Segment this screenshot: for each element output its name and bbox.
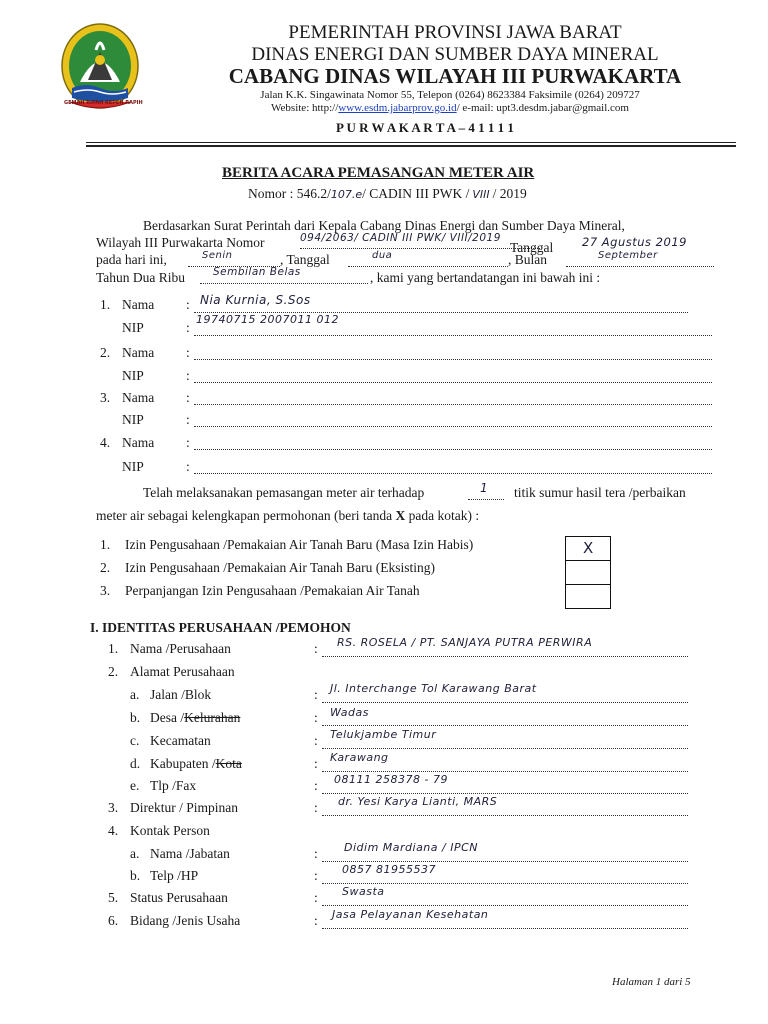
- signer-4-nip-colon: :: [186, 459, 190, 474]
- para2-x-mark: X: [395, 508, 406, 523]
- identity-row-8-dots: [322, 815, 688, 816]
- identity-row-7-num: e.: [130, 778, 140, 793]
- intro-tahun-label: Tahun Dua Ribu: [96, 270, 186, 285]
- identity-row-3-value: Jl. Interchange Tol Karawang Barat: [330, 682, 537, 695]
- para2-count-hand: 1: [480, 481, 489, 495]
- logo-motto: GEMAH RIPAH REPEH RAPIH: [64, 100, 143, 106]
- signer-1-nama-label: Nama: [122, 297, 155, 312]
- identity-row-4-value: Wadas: [330, 706, 369, 719]
- identity-row-3-label: Jalan /Blok: [150, 687, 212, 702]
- signer-3-nama-label: Nama: [122, 390, 155, 405]
- desa-label: Desa /: [150, 710, 185, 725]
- signer-3-nip-colon: :: [186, 412, 190, 427]
- identity-row-13-label: Bidang /Jenis Usaha: [130, 913, 241, 928]
- letterhead-rule-2: [86, 145, 736, 147]
- identity-row-4-colon: :: [314, 710, 318, 725]
- intro-tgl-label: , Tanggal: [280, 252, 330, 267]
- intro-tahun-hand: Sembilan Belas: [213, 266, 301, 278]
- letterhead-line1: PEMERINTAH PROVINSI JAWA BARAT: [288, 22, 622, 43]
- identity-row-5-num: c.: [130, 733, 140, 748]
- identity-row-7-label: Tlp /Fax: [150, 778, 197, 793]
- signer-3-num: 3.: [100, 390, 111, 405]
- option-3-checkbox[interactable]: [565, 584, 611, 609]
- intro-nomor-hand: 094/2063/ CADIN III PWK/ VIII/2019: [300, 232, 501, 244]
- identity-row-3-num: a.: [130, 687, 140, 702]
- identity-row-2-num: 2.: [108, 664, 119, 679]
- intro-closing: , kami yang bertandatangan ini bawah ini :: [370, 270, 601, 285]
- identity-row-7-colon: :: [314, 778, 318, 793]
- signer-4-nama-label: Nama: [122, 435, 155, 450]
- option-2-num: 2.: [100, 560, 111, 575]
- signer-3-nama-dots: [194, 404, 712, 405]
- identity-row-8-num: 3.: [108, 800, 119, 815]
- signer-1-nip: 19740715 2007011 012: [196, 313, 339, 326]
- page-footer: Halaman 1 dari 5: [612, 976, 691, 988]
- option-1-checkbox[interactable]: [565, 536, 611, 561]
- signer-1-nama: Nia Kurnia, S.Sos: [200, 293, 311, 307]
- para2-line1-b: titik sumur hasil tera /perbaikan: [514, 485, 686, 500]
- identity-row-8-label: Direktur / Pimpinan: [130, 800, 238, 815]
- intro-tgl-dots: [348, 266, 508, 267]
- email-text: / e-mail: upt3.desdm.jabar@gmail.com: [456, 102, 629, 114]
- identity-row-4-label: [150, 710, 240, 726]
- identity-row-11-value: 0857 81955537: [342, 863, 436, 876]
- document-title: BERITA ACARA PEMASANGAN METER AIR: [222, 165, 535, 181]
- signer-4-nama-dots: [194, 449, 712, 450]
- option-3-label: Perpanjangan Izin Pengusahaan /Pemakaian Air Tanah: [125, 583, 420, 598]
- nomor-hand2: VIII: [472, 188, 490, 201]
- identity-row-8-colon: :: [314, 800, 318, 815]
- option-2-label: Izin Pengusahaan /Pemakaian Air Tanah Baru (Eksisting): [125, 560, 435, 575]
- intro-line1: Berdasarkan Surat Perintah dari Kepala Cabang Dinas Energi dan Sumber Daya Mineral,: [143, 218, 625, 233]
- kota-strike: Kota: [215, 756, 242, 771]
- intro-bulan-hand: September: [598, 250, 658, 261]
- intro-hari-label: pada hari ini,: [96, 252, 167, 267]
- identity-row-1-dots: [322, 656, 688, 657]
- identity-row-6-label: [150, 756, 242, 772]
- option-1-label: Izin Pengusahaan /Pemakaian Air Tanah Baru (Masa Izin Habis): [125, 537, 474, 552]
- identity-row-12-dots: [322, 905, 688, 906]
- identity-row-4-num: b.: [130, 710, 141, 725]
- identity-row-8-value: dr. Yesi Karya Lianti, MARS: [338, 795, 498, 808]
- para2-line1-a: Telah melaksanakan pemasangan meter air terhadap: [143, 485, 425, 500]
- intro-tanggal-hand: 27 Agustus 2019: [582, 235, 687, 249]
- intro-wilayah-label: Wilayah III Purwakarta Nomor: [96, 235, 265, 250]
- document-number: [248, 186, 527, 202]
- option-1-num: 1.: [100, 537, 111, 552]
- letterhead-line3: CABANG DINAS WILAYAH III PURWAKARTA: [228, 64, 682, 88]
- para2-line2-a: meter air sebagai kelengkapan permohonan (beri tanda: [96, 508, 396, 523]
- identity-row-13-num: 6.: [108, 913, 119, 928]
- intro-tanggal-label: Tanggal: [510, 240, 554, 255]
- identity-row-1-colon: :: [314, 641, 318, 656]
- option-2-checkbox[interactable]: [565, 560, 611, 585]
- signer-1-num: 1.: [100, 297, 111, 312]
- identity-row-6-colon: :: [314, 756, 318, 771]
- identity-row-7-value: 08111 258378 - 79: [334, 773, 448, 786]
- identity-row-10-value: Didim Mardiana / IPCN: [344, 841, 479, 854]
- identity-row-1-label: Nama /Perusahaan: [130, 641, 231, 656]
- signer-1-nip-label: NIP: [122, 320, 144, 335]
- signer-2-nama-label: Nama: [122, 345, 155, 360]
- signer-1-nip-dots: [194, 335, 712, 336]
- identity-row-5-value: Telukjambe Timur: [330, 728, 437, 741]
- identity-row-13-colon: :: [314, 913, 318, 928]
- identity-row-12-value: Swasta: [342, 885, 385, 898]
- letterhead-website: [190, 102, 710, 114]
- identity-row-12-num: 5.: [108, 890, 119, 905]
- identity-row-10-num: a.: [130, 846, 140, 861]
- intro-bulan-label: , Bulan: [508, 252, 547, 267]
- identity-row-13-dots: [322, 928, 688, 929]
- identity-row-1-value: RS. ROSELA / PT. SANJAYA PUTRA PERWIRA: [337, 636, 593, 649]
- letterhead-line2: DINAS ENERGI DAN SUMBER DAYA MINERAL: [251, 44, 659, 65]
- identity-row-11-label: Telp /HP: [150, 868, 199, 883]
- website-link[interactable]: www.esdm.jabarprov.go.id: [338, 102, 457, 114]
- nomor-prefix: Nomor : 546.2/: [248, 186, 331, 201]
- intro-tahun-dots: [200, 283, 368, 284]
- signer-4-colon: :: [186, 435, 190, 450]
- identity-row-13-value: Jasa Pelayanan Kesehatan: [332, 908, 489, 921]
- identity-row-10-dots: [322, 861, 688, 862]
- signer-1-nip-colon: :: [186, 320, 190, 335]
- signer-4-nip-label: NIP: [122, 459, 144, 474]
- nomor-suffix: / 2019: [492, 186, 527, 201]
- website-label: Website: http://: [271, 102, 339, 114]
- signer-2-nip-dots: [194, 382, 712, 383]
- signer-2-num: 2.: [100, 345, 111, 360]
- identity-row-11-colon: :: [314, 868, 318, 883]
- identity-row-6-dots: [322, 771, 688, 772]
- option-1-mark: X: [583, 539, 594, 557]
- kabupaten-label: Kabupaten /: [150, 756, 216, 771]
- signer-3-colon: :: [186, 390, 190, 405]
- signer-2-nip-label: NIP: [122, 368, 144, 383]
- signer-2-nip-colon: :: [186, 368, 190, 383]
- signer-4-num: 4.: [100, 435, 111, 450]
- letterhead-rule: [86, 142, 736, 143]
- identity-row-12-colon: :: [314, 890, 318, 905]
- identity-row-9-num: 4.: [108, 823, 119, 838]
- signer-2-colon: :: [186, 345, 190, 360]
- option-3-num: 3.: [100, 583, 111, 598]
- identity-row-12-label: Status Perusahaan: [130, 890, 228, 905]
- identity-row-9-label: Kontak Person: [130, 823, 210, 838]
- intro-tgl-hand: dua: [372, 250, 393, 261]
- intro-nomor-dots: [300, 248, 540, 249]
- identity-row-2-label: Alamat Perusahaan: [130, 664, 235, 679]
- identity-row-4-dots: [322, 725, 688, 726]
- identity-row-6-value: Karawang: [330, 751, 389, 764]
- signer-2-nama-dots: [194, 359, 712, 360]
- intro-hari-hand: Senin: [202, 250, 233, 261]
- kelurahan-strike: Kelurahan: [184, 710, 241, 725]
- identity-row-1-num: 1.: [108, 641, 119, 656]
- para2-line2-b: pada kotak) :: [405, 508, 480, 523]
- identity-row-3-dots: [322, 702, 688, 703]
- nomor-mid: / CADIN III PWK /: [362, 186, 470, 201]
- para2-count-dots: [468, 499, 504, 500]
- identity-row-10-colon: :: [314, 846, 318, 861]
- letterhead-city: P U R W A K A R T A – 4 1 1 1 1: [336, 120, 514, 135]
- identity-row-5-dots: [322, 748, 688, 749]
- identity-row-10-label: Nama /Jabatan: [150, 846, 230, 861]
- section1-heading: I. IDENTITAS PERUSAHAAN /PEMOHON: [90, 620, 351, 635]
- letterhead-address: Jalan K.K. Singawinata Nomor 55, Telepon (0264) 8623384 Faksimile (0264) 209727: [260, 89, 640, 101]
- para2-line2: [96, 508, 479, 524]
- signer-3-nip-label: NIP: [122, 412, 144, 427]
- identity-row-5-colon: :: [314, 733, 318, 748]
- signer-4-nip-dots: [194, 473, 712, 474]
- identity-row-5-label: Kecamatan: [150, 733, 211, 748]
- identity-row-11-num: b.: [130, 868, 141, 883]
- identity-row-6-num: d.: [130, 756, 141, 771]
- intro-bulan-dots: [566, 266, 714, 267]
- signer-1-colon: :: [186, 297, 190, 312]
- nomor-hand1: 107.e: [330, 188, 363, 201]
- identity-row-3-colon: :: [314, 687, 318, 702]
- identity-row-11-dots: [322, 883, 688, 884]
- identity-row-7-dots: [322, 793, 688, 794]
- signer-3-nip-dots: [194, 426, 712, 427]
